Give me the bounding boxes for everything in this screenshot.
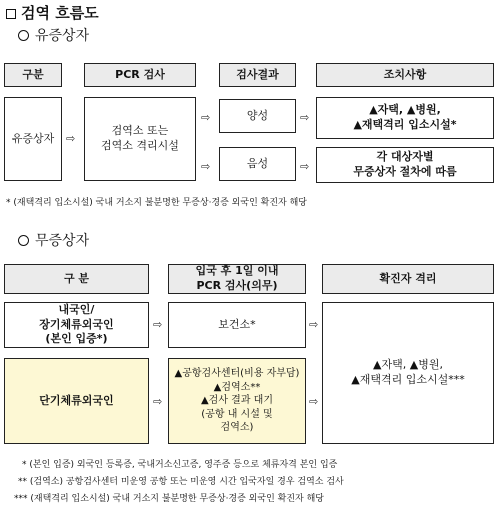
s1-negative-cell: 음성 <box>219 147 296 181</box>
page-title <box>6 2 99 23</box>
s2-row1-category: 내국인/ 장기체류외국인 (본인 입증*) <box>4 302 149 348</box>
arrow-right-icon: ⇨ <box>309 395 319 408</box>
arrow-right-icon: ⇨ <box>201 160 211 173</box>
s1-positive-action-cell: ▲자택, ▲병원, ▲재택격리 입소시설* <box>316 97 494 139</box>
circle-bullet-icon <box>18 30 29 41</box>
s2-header-test: 입국 후 1일 이내 PCR 검사(의무) <box>168 264 306 294</box>
s2-header-category: 구 분 <box>4 264 149 294</box>
arrow-right-icon: ⇨ <box>300 111 310 124</box>
s1-pcr-cell: 검역소 또는 검역소 격리시설 <box>84 97 196 181</box>
checkbox-square-icon <box>6 9 16 19</box>
arrow-right-icon: ⇨ <box>201 111 211 124</box>
s2-row2-category: 단기체류외국인 <box>4 358 149 444</box>
s1-header-action: 조치사항 <box>316 63 494 87</box>
s2-footnote-1: * (본인 입증) 외국인 등록증, 국내거소신고증, 영주증 등으로 체류자격 본인 입증 <box>22 460 338 470</box>
arrow-right-icon: ⇨ <box>300 160 310 173</box>
s1-negative-action-cell: 각 대상자별 무증상자 절차에 따름 <box>316 147 494 183</box>
s2-footnote-3: *** (재택격리 입소시설) 국내 거소지 불분명한 무증상·경증 외국인 확진자 해당 <box>14 494 324 504</box>
arrow-right-icon: ⇨ <box>66 132 76 145</box>
s1-positive-cell: 양성 <box>219 99 296 133</box>
s2-row2-test: ▲공항검사센터(비용 자부담) ▲검역소** ▲검사 결과 대기 (공항 내 시설 및 검역소) <box>168 358 306 444</box>
s2-isolation-cell: ▲자택, ▲병원, ▲재택격리 입소시설*** <box>322 302 494 444</box>
s1-footnote: * (재택격리 입소시설) 국내 거소지 불분명한 무증상·경증 외국인 확진자 해당 <box>6 198 307 208</box>
arrow-right-icon: ⇨ <box>153 318 163 331</box>
page-title-text: 검역 흐름도 <box>21 4 99 22</box>
section2-heading-text: 무증상자 <box>35 233 90 249</box>
s1-header-result: 검사결과 <box>219 63 296 87</box>
s2-header-isolation: 확진자 격리 <box>322 264 494 294</box>
section2-heading <box>18 230 89 250</box>
s1-header-category: 구분 <box>4 63 62 87</box>
arrow-right-icon: ⇨ <box>153 395 163 408</box>
s2-row1-test: 보건소* <box>168 302 306 348</box>
section1-heading-text: 유증상자 <box>35 28 90 44</box>
arrow-right-icon: ⇨ <box>309 318 319 331</box>
circle-bullet-icon <box>18 235 29 246</box>
s1-category-cell: 유증상자 <box>4 97 62 181</box>
s1-header-pcr: PCR 검사 <box>84 63 196 87</box>
s2-footnote-2: ** (검역소) 공항검사센터 미운영 공항 또는 미운영 시간 입국자일 경우 검역소 검사 <box>18 477 344 487</box>
section1-heading <box>18 25 89 45</box>
